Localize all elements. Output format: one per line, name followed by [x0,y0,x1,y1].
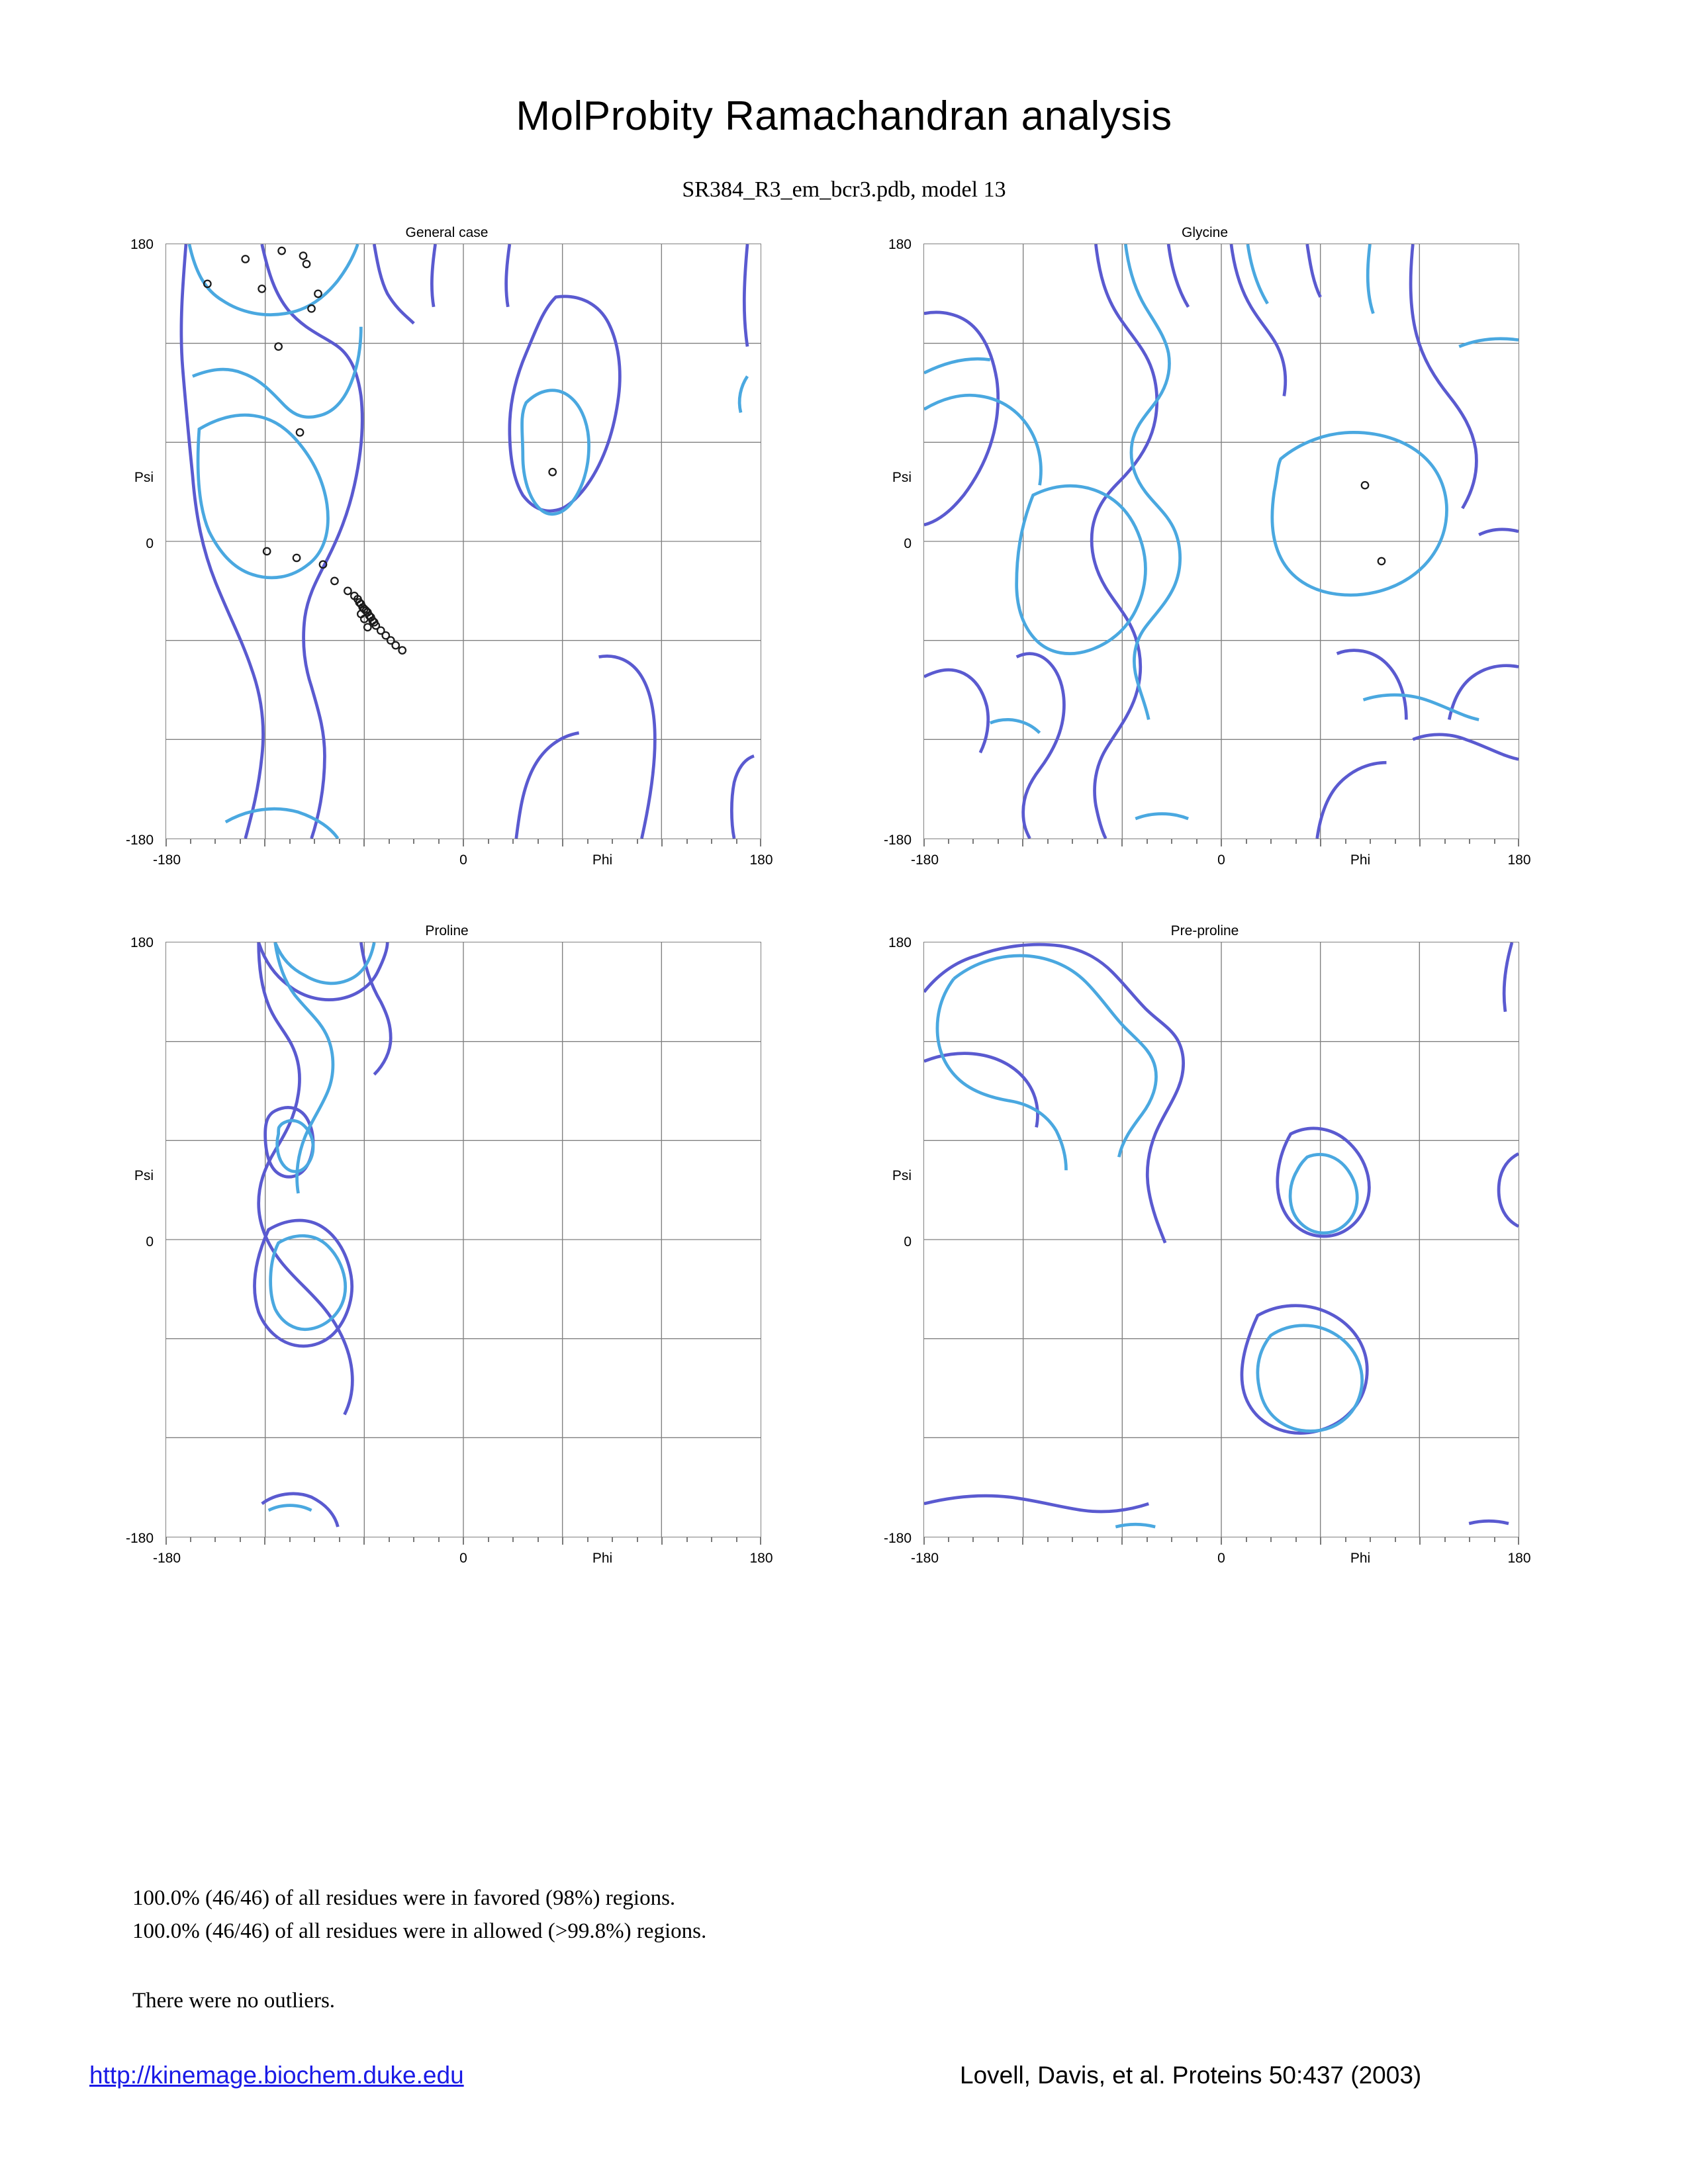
panel-title-glycine: Glycine [1181,225,1229,240]
ytick-0: 0 [904,536,912,551]
plot-proline[interactable] [165,942,761,1537]
xaxis-ticks-general [165,839,761,848]
plot-general-case[interactable] [165,244,761,839]
plot-svg-general-case [166,244,761,839]
kinemage-link[interactable]: http://kinemage.biochem.duke.edu [89,2062,464,2089]
panel-proline [113,923,781,1605]
ytick-180: 180 [888,935,912,950]
ytick-psi-label: Psi [892,1168,912,1183]
xaxis-label-phi: Phi [1350,852,1371,868]
xtick-0: 0 [459,1551,467,1566]
xaxis-label-phi: Phi [1350,1551,1371,1566]
page-subtitle: SR384_R3_em_bcr3.pdb, model 13 [682,177,1006,202]
xaxis-ticks-proline [165,1537,761,1547]
plot-pre-proline[interactable] [923,942,1519,1537]
ytick-psi-label: Psi [892,470,912,485]
ytick-180: 180 [130,935,154,950]
xtick-neg180: -180 [152,852,181,868]
gridlines [924,942,1519,1537]
xtick-neg180: -180 [910,852,939,868]
panel-title-general-case: General case [405,225,489,240]
xaxis-label-phi: Phi [592,852,613,868]
xtick-neg180: -180 [910,1551,939,1566]
ytick-0: 0 [146,1234,154,1250]
xtick-0: 0 [459,852,467,868]
panel-general-case [113,225,781,907]
gridlines [166,942,761,1537]
citation-text: Lovell, Davis, et al. Proteins 50:437 (2003) [960,2062,1422,2089]
xtick-180: 180 [1507,852,1531,868]
panel-title-pre-proline: Pre-proline [1170,923,1239,938]
xaxis-ticks-pre-proline [923,1537,1519,1547]
ytick-neg180: -180 [125,833,154,848]
data-points-general [204,248,556,654]
panel-pre-proline [870,923,1539,1605]
stat-favored: 100.0% (46/46) of all residues were in favored (98%) regions. [132,1886,676,1910]
xtick-neg180: -180 [152,1551,181,1566]
xtick-0: 0 [1217,852,1225,868]
xtick-0: 0 [1217,1551,1225,1566]
xaxis-label-phi: Phi [592,1551,613,1566]
gridlines [166,244,761,839]
ytick-psi-label: Psi [134,1168,154,1183]
ytick-0: 0 [904,1234,912,1250]
plot-svg-glycine [924,244,1519,839]
ytick-0: 0 [146,536,154,551]
stat-outliers: There were no outliers. [132,1989,336,2013]
plot-svg-proline [166,942,761,1537]
panel-glycine [870,225,1539,907]
ytick-180: 180 [888,237,912,252]
stat-allowed: 100.0% (46/46) of all residues were in allowed (>99.8%) regions. [132,1919,707,1943]
xtick-180: 180 [1507,1551,1531,1566]
ytick-neg180: -180 [883,833,912,848]
data-points-glycine [1362,482,1385,565]
panel-title-proline: Proline [425,923,469,938]
xaxis-ticks-glycine [923,839,1519,848]
ytick-psi-label: Psi [134,470,154,485]
ytick-neg180: -180 [883,1531,912,1546]
ytick-180: 180 [130,237,154,252]
xtick-180: 180 [749,852,773,868]
plot-svg-pre-proline [924,942,1519,1537]
gridlines [924,244,1519,839]
ytick-neg180: -180 [125,1531,154,1546]
plot-glycine[interactable] [923,244,1519,839]
xtick-180: 180 [749,1551,773,1566]
page-title: MolProbity Ramachandran analysis [516,93,1172,139]
